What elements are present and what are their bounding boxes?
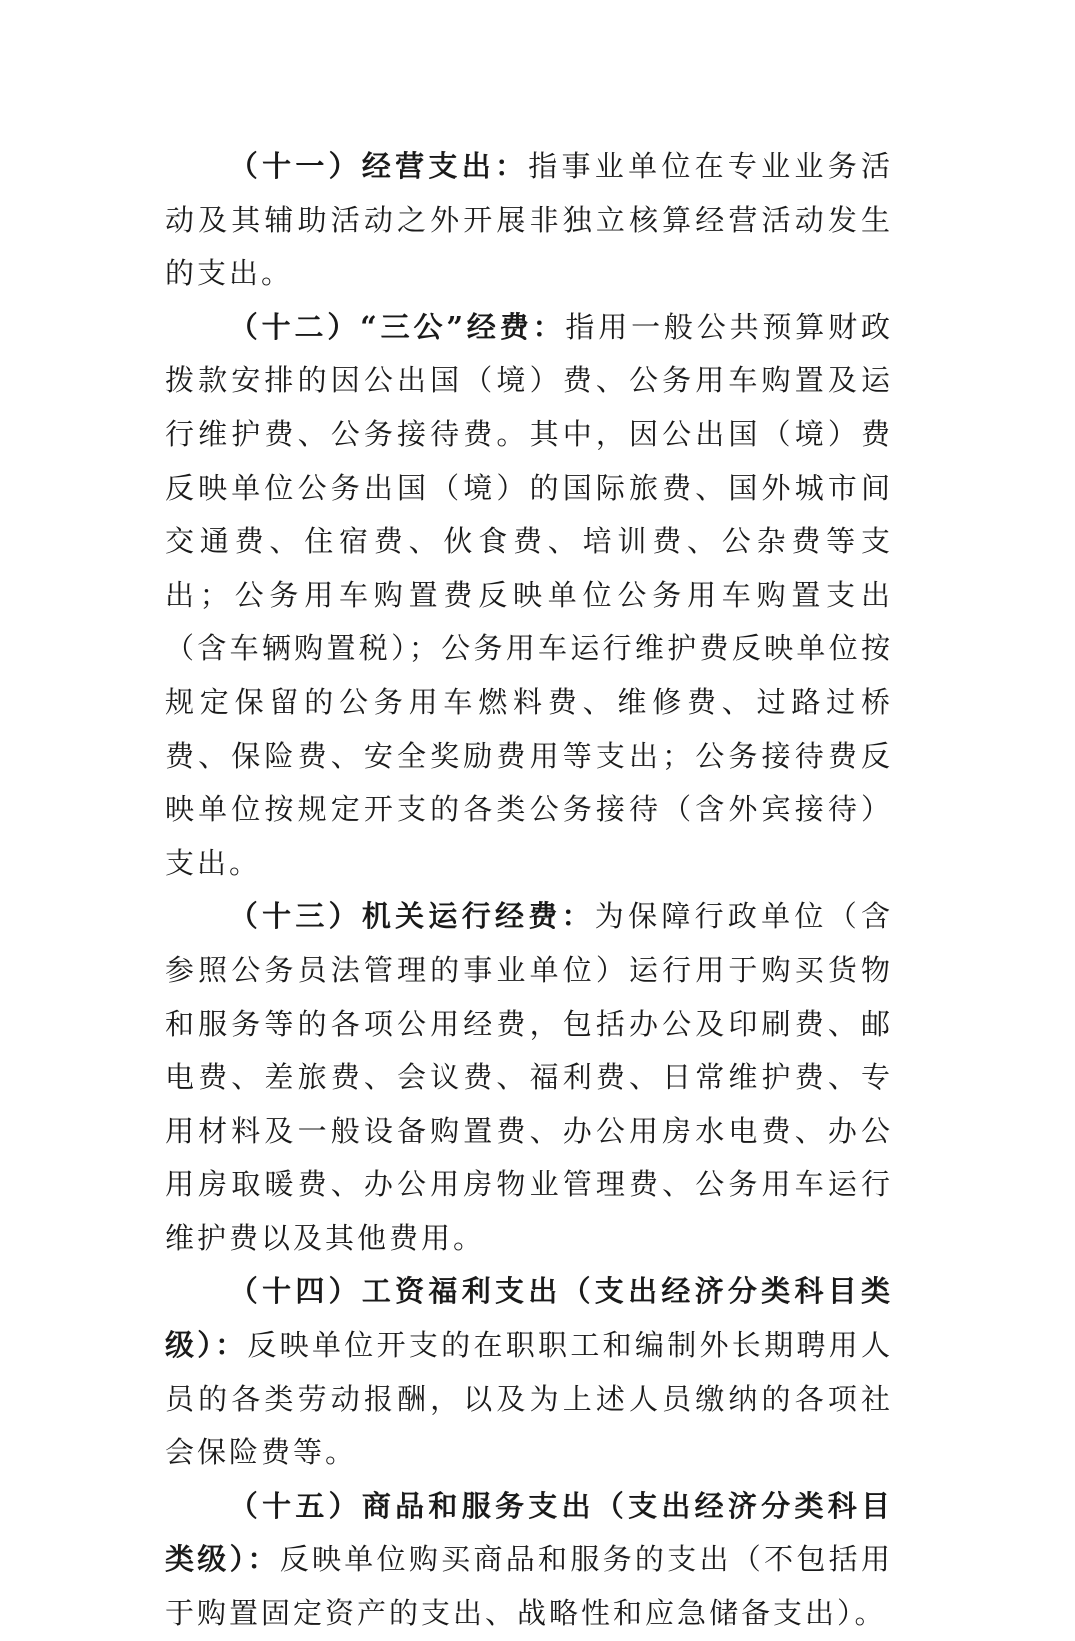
definition-three-public-expenses: 指用一般公共预算财政拨款安排的因公出国（境）费、公务用车购置及运行维护费、公务接待费。其中，因公出国（境）费反映单位公务出国（境）的国际旅费、国外城市间交通费、住宿费、伙食费、培训费、公杂费等支出；公务用车购置费反映单位公务用车购置支出（含车辆购置税）；公务用车运行维护费反映单位按规定保留的公务用车燃料费、维修费、过路过桥费、保险费、安全奖励费用等支出；公务接待费反映单位按规定开支的各类公务接待（含外宾接待）支出。 xyxy=(165,309,893,880)
definition-operating-expenditure: 指事业单位在专业业务活动及其辅助活动之外开展非独立核算经营活动发生的支出。 xyxy=(165,149,893,291)
definition-wage-welfare-expenditure: 反映单位开支的在职职工和编制外长期聘用人员的各类劳动报酬，以及为上述人员缴纳的各项社会保险费等。 xyxy=(165,1328,893,1470)
term-three-public-expenses: （十二）“三公”经费： xyxy=(228,309,566,344)
paragraph-operating-expenditure xyxy=(165,140,893,301)
paragraph-three-public-expenses xyxy=(165,301,893,891)
paragraph-goods-services-expenditure xyxy=(165,1480,893,1641)
term-goods-services-expenditure: （十五）商品和服务支出（支出经济分类科目类级）： xyxy=(165,1488,893,1577)
term-operating-expenditure: （十一）经营支出： xyxy=(228,149,529,183)
term-agency-operating-funds: （十三）机关运行经费： xyxy=(228,899,595,934)
document-body xyxy=(165,140,893,1641)
definition-agency-operating-funds: 为保障行政单位（含参照公务员法管理的事业单位）运行用于购买货物和服务等的各项公用经费，包括办公及印刷费、邮电费、差旅费、会议费、福利费、日常维护费、专用材料及一般设备购置费、办公用房水电费、办公用房取暖费、办公用房物业管理费、公务用车运行维护费以及其他费用。 xyxy=(165,899,893,1255)
definition-goods-services-expenditure: 反映单位购买商品和服务的支出（不包括用于购置固定资产的支出、战略性和应急储备支出）。 xyxy=(165,1542,893,1631)
term-wage-welfare-expenditure: （十四）工资福利支出（支出经济分类科目类级）： xyxy=(165,1274,893,1363)
paragraph-agency-operating-funds xyxy=(165,890,893,1265)
paragraph-wage-welfare-expenditure xyxy=(165,1265,893,1479)
